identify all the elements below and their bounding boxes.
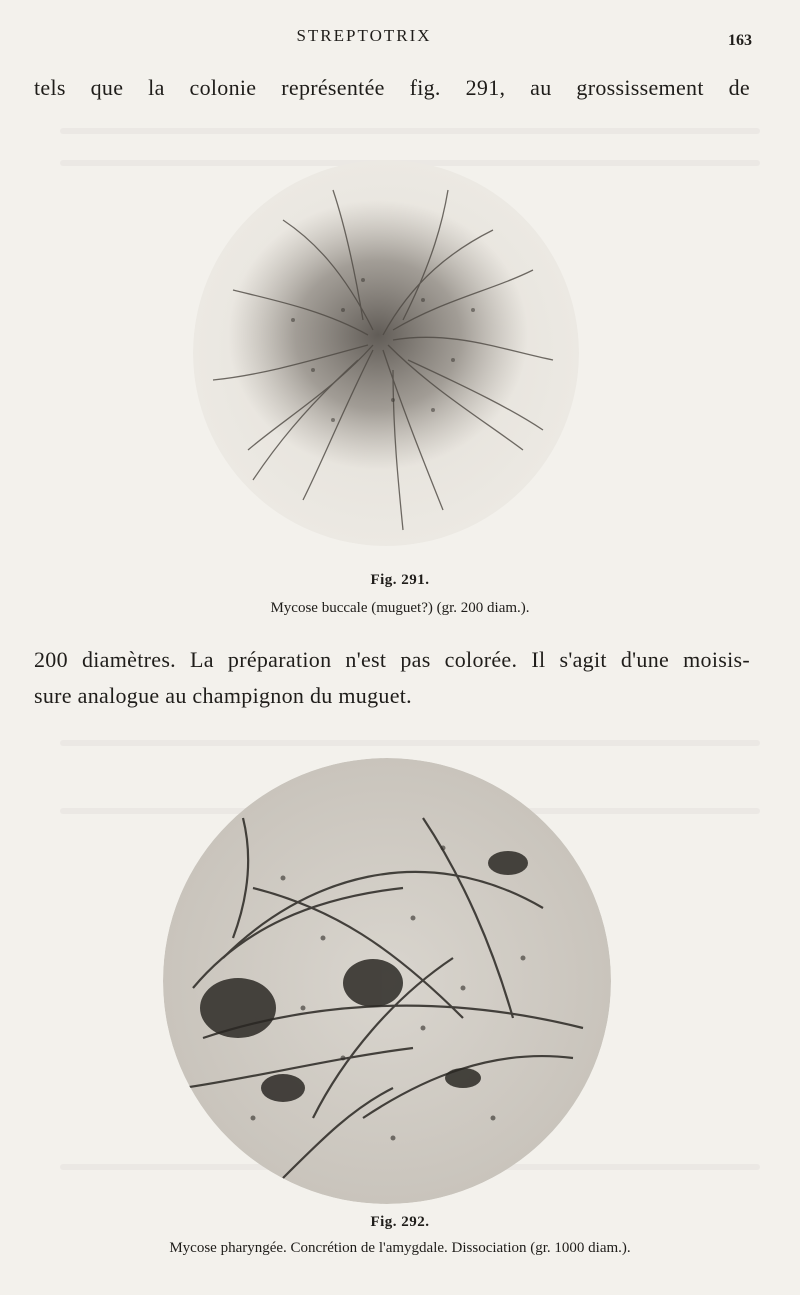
- body-text-line: tels que la colonie représentée fig. 291, au grossissement de: [34, 75, 750, 100]
- page-number: 163: [728, 32, 752, 49]
- figure-291-label: Fig. 291.: [370, 572, 430, 588]
- figure-291-caption: Mycose buccale (muguet?) (gr. 200 diam.).: [270, 600, 530, 616]
- bleed-through: [60, 128, 760, 134]
- figure-291-micrograph: [193, 160, 579, 546]
- bleed-through: [60, 740, 760, 746]
- figure-292-micrograph: [163, 758, 611, 1204]
- figure-292-label: Fig. 292.: [370, 1214, 430, 1230]
- running-header: [0, 22, 800, 52]
- body-text-line: 200 diamètres. La préparation n'est pas colorée. Il s'agit d'une moisis-: [34, 647, 750, 672]
- figure-292-caption: Mycose pharyngée. Concrétion de l'amygdale. Dissociation (gr. 1000 diam.).: [169, 1240, 631, 1256]
- body-text-line: sure analogue au champignon du muguet.: [34, 683, 412, 708]
- running-title: STREPTOTRIX: [296, 26, 432, 45]
